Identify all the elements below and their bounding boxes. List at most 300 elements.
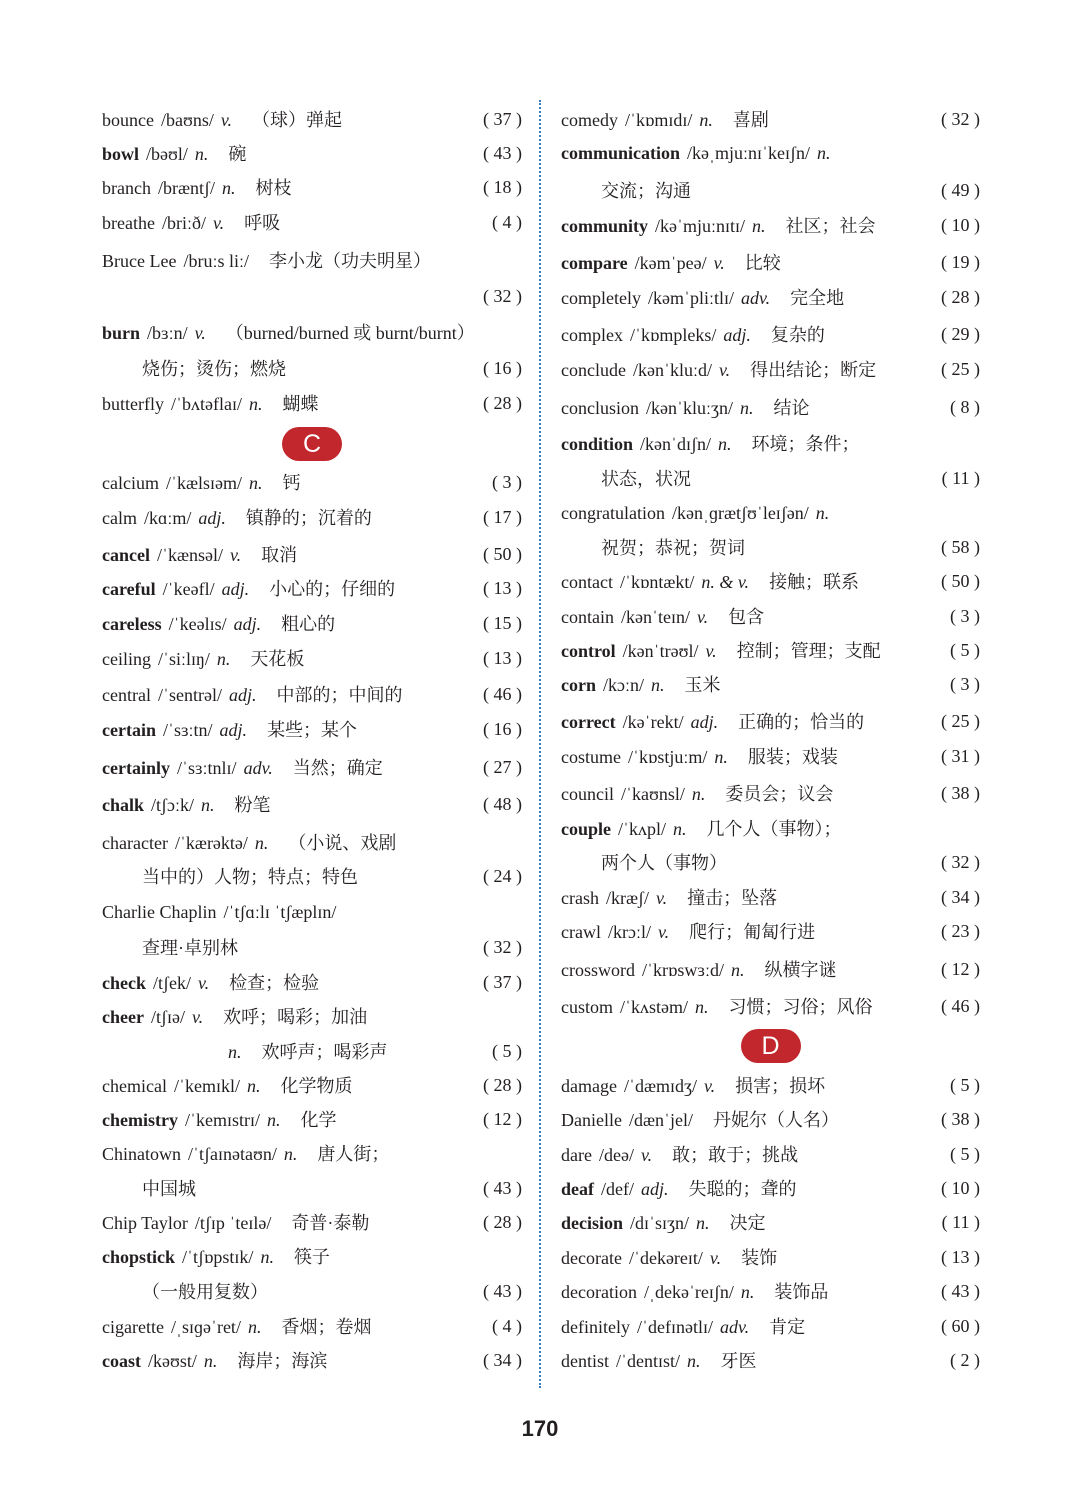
entry-line <box>102 1239 522 1273</box>
entry-phonetic: /kɔːn/ <box>603 675 644 695</box>
entry-phonetic: /ˈdentɪst/ <box>616 1351 680 1371</box>
entry-meaning: 失聪的；聋的 <box>688 1179 797 1199</box>
entry-text <box>102 1003 516 1029</box>
entry-word: burn <box>102 323 141 343</box>
entry-text <box>561 743 935 769</box>
entry-page-ref: ( 32 ) <box>941 108 980 129</box>
entry-part-of-speech: n. <box>260 1247 274 1267</box>
entry-meaning: 粉笔 <box>234 795 271 815</box>
entry-line <box>102 1309 522 1343</box>
entry-part-of-speech: n. <box>248 473 263 493</box>
entry-part-of-speech: n. <box>718 434 732 454</box>
entry-meaning: 中部的；中间的 <box>276 685 403 705</box>
entry-line <box>561 1137 980 1171</box>
entry-text <box>561 815 974 841</box>
entry-line <box>102 170 522 204</box>
entry-line <box>102 641 522 675</box>
entry-text <box>561 884 935 910</box>
entry-meaning: 丹妮尔（人名） <box>712 1110 839 1130</box>
entry-meaning: 撞击；坠落 <box>687 888 778 908</box>
entry-line <box>561 245 980 279</box>
entry-part-of-speech: n. <box>752 216 766 236</box>
entry-page-ref: ( 28 ) <box>483 1074 522 1095</box>
entry-phonetic: /kəmˈpeə/ <box>634 253 707 273</box>
entry-line <box>102 712 522 746</box>
entry-meaning: 得出结论；断定 <box>750 360 877 380</box>
entry-text <box>102 1347 477 1373</box>
entry-line <box>561 102 980 136</box>
entry-line <box>561 1309 980 1343</box>
section-letter-line <box>102 427 522 461</box>
entry-line <box>561 1171 980 1205</box>
entry-part-of-speech: adj. <box>723 325 751 345</box>
entry-phonetic: /bræntʃ/ <box>157 178 215 198</box>
entry-line <box>102 386 522 420</box>
entry-meaning: 包含 <box>728 607 765 627</box>
entry-phonetic: /bɜːn/ <box>147 323 188 343</box>
entry-phonetic: /kənˌɡrætʃʊˈleɪʃən/ <box>671 502 809 523</box>
entry-text <box>102 610 477 636</box>
entry-word: couple <box>561 819 612 839</box>
section-letter-line <box>561 1029 980 1063</box>
entry-line <box>102 750 522 784</box>
entry-continuation-line <box>561 845 980 879</box>
entry-word: bounce <box>102 110 154 130</box>
entry-part-of-speech: adj. <box>198 508 226 528</box>
entry-continuation-line <box>102 1171 522 1205</box>
entry-line <box>561 1205 980 1239</box>
entry-part-of-speech: adj. <box>641 1179 669 1199</box>
entry-line <box>102 1343 522 1377</box>
entry-text <box>561 1209 936 1235</box>
entry-text <box>561 465 936 491</box>
entry-phonetic: /deə/ <box>598 1145 634 1165</box>
entry-phonetic: /kɑːm/ <box>143 508 192 528</box>
entry-part-of-speech: v. <box>229 545 242 565</box>
entry-word: crash <box>561 888 599 908</box>
entry-page-ref: ( 43 ) <box>483 1280 522 1301</box>
entry-page-ref: ( 43 ) <box>483 1177 522 1198</box>
entry-line <box>561 317 980 351</box>
entry-word: Chip Taylor <box>102 1213 188 1233</box>
entry-phonetic: /ˈsɜːtn/ <box>162 720 213 740</box>
entry-word: butterfly <box>102 394 164 414</box>
entry-phonetic: /ˈkænsəl/ <box>156 545 223 565</box>
entry-page-ref: ( 27 ) <box>483 756 522 777</box>
entry-page-ref: ( 38 ) <box>941 782 980 803</box>
entry-text <box>561 249 935 275</box>
entry-line <box>102 999 522 1033</box>
entry-phonetic: /ˈkrɒswɜːd/ <box>642 960 724 980</box>
entry-meaning: 钙 <box>282 473 301 493</box>
entry-part-of-speech: n. <box>247 1317 262 1337</box>
entry-text <box>102 1140 516 1166</box>
entry-phonetic: /briːð/ <box>161 213 206 233</box>
entry-phonetic: /kənˈteɪn/ <box>620 607 690 627</box>
entry-continuation-line <box>102 279 522 313</box>
entry-meaning: 复杂的 <box>770 325 825 345</box>
entry-text <box>561 1175 935 1201</box>
entry-text <box>102 863 477 889</box>
entry-meaning: 肯定 <box>769 1317 806 1337</box>
entry-line <box>561 667 980 701</box>
entry-word: certain <box>102 720 156 740</box>
entry-meaning: 爬行；匍匐行进 <box>689 922 816 942</box>
entry-phonetic: /ˈdæmɪdʒ/ <box>623 1076 697 1096</box>
entry-line <box>561 914 980 948</box>
entry-meaning: 查理·卓别林 <box>142 938 238 958</box>
entry-word: congratulation <box>561 502 665 523</box>
entry-word: contain <box>561 607 614 627</box>
entry-part-of-speech: adj. <box>228 685 257 705</box>
entry-page-ref: ( 11 ) <box>941 467 980 488</box>
entry-meaning: 接触；联系 <box>769 572 860 592</box>
entry-continuation-line <box>561 173 980 207</box>
entry-word: comedy <box>561 110 618 130</box>
entry-line <box>561 1240 980 1274</box>
entry-phonetic: /kəmˈpliːtlɪ/ <box>647 288 734 308</box>
entry-meaning: 李小龙（功夫明星） <box>268 251 431 271</box>
entry-meaning: 决定 <box>729 1213 766 1233</box>
entry-text <box>102 174 477 200</box>
entry-continuation-line <box>102 930 522 964</box>
entry-page-ref: ( 34 ) <box>941 886 980 907</box>
entry-part-of-speech: n. <box>740 1282 755 1302</box>
entry-line <box>102 1068 522 1102</box>
entry-text <box>561 708 935 734</box>
entry-line <box>102 606 522 640</box>
entry-page-ref: ( 4 ) <box>492 211 522 232</box>
entry-meaning: 奇普·泰勒 <box>291 1213 370 1233</box>
entry-meaning: 装饰品 <box>774 1282 829 1302</box>
entry-text <box>102 1175 477 1201</box>
entry-continuation-line <box>561 461 980 495</box>
entry-phonetic: /baʊns/ <box>160 110 214 130</box>
entry-text <box>102 140 477 166</box>
entry-word: completely <box>561 288 641 308</box>
entry-text <box>102 1209 477 1235</box>
entry-word: careful <box>102 579 156 599</box>
entry-word: dare <box>561 1145 592 1165</box>
entry-line <box>102 102 522 136</box>
entry-line <box>561 633 980 667</box>
entry-meaning: 唐人街； <box>317 1144 390 1164</box>
entry-part-of-speech: n. <box>691 784 706 804</box>
entry-text <box>561 356 935 382</box>
entry-text <box>102 1038 486 1064</box>
entry-part-of-speech: n. <box>651 675 665 695</box>
entry-part-of-speech: v. <box>194 323 206 343</box>
entry-meaning: 当然；确定 <box>292 758 383 778</box>
entry-part-of-speech: n. <box>248 394 263 414</box>
entry-page-ref: ( 29 ) <box>941 323 980 344</box>
entry-part-of-speech: n. <box>714 747 728 767</box>
entry-line <box>561 426 980 460</box>
entry-text <box>561 1278 935 1304</box>
entry-page-ref: ( 5 ) <box>950 1143 980 1164</box>
entry-continuation-line <box>102 1274 522 1308</box>
entry-page-ref: ( 48 ) <box>483 793 522 814</box>
entry-meaning: 玉米 <box>684 675 721 695</box>
entry-phonetic: /ˈkɒstjuːm/ <box>628 747 708 767</box>
entry-phonetic: /kəʊst/ <box>148 1351 197 1371</box>
entry-part-of-speech: v. <box>696 607 709 627</box>
entry-meaning: 小心的；仔细的 <box>269 579 396 599</box>
entry-word: cancel <box>102 545 150 565</box>
entry-page-ref: ( 15 ) <box>483 612 522 633</box>
entry-page-ref: ( 16 ) <box>483 357 522 378</box>
entry-word: Charlie Chaplin <box>102 901 217 922</box>
entry-text <box>561 671 944 697</box>
entry-part-of-speech: n. <box>699 110 713 130</box>
entry-text <box>561 143 974 164</box>
entry-part-of-speech: adv. <box>243 758 273 778</box>
entry-word: breathe <box>102 213 155 233</box>
entry-word: calcium <box>102 473 159 493</box>
entry-word: chalk <box>102 795 145 815</box>
entry-word: crawl <box>561 922 601 942</box>
entry-meaning: 状态，状况 <box>601 469 691 489</box>
entry-text <box>561 1244 935 1270</box>
entry-line <box>561 208 980 242</box>
entry-text <box>561 212 935 238</box>
entry-line <box>102 1205 522 1239</box>
entry-page-ref: ( 5 ) <box>950 1074 980 1095</box>
entry-meaning: 欢呼声；喝彩声 <box>261 1042 388 1062</box>
entry-meaning: （球）弹起 <box>252 110 343 130</box>
entry-text <box>102 106 477 132</box>
dictionary-column-right <box>561 0 980 1504</box>
entry-text <box>561 1072 944 1098</box>
entry-text <box>102 681 477 707</box>
entry-page-ref: ( 5 ) <box>492 1040 522 1061</box>
entry-page-ref: ( 5 ) <box>950 639 980 660</box>
entry-phonetic: /kəˈmjuːnɪtɪ/ <box>655 216 745 236</box>
entry-line <box>561 280 980 314</box>
entry-text <box>102 1243 516 1269</box>
entry-line <box>561 496 980 530</box>
entry-phonetic: /kəˌmjuːnɪˈkeɪʃn/ <box>687 142 810 163</box>
entry-page-ref: ( 8 ) <box>950 396 980 417</box>
entry-word: conclusion <box>561 398 639 418</box>
entry-text <box>102 902 516 923</box>
entry-phonetic: /ˈdefɪnətlɪ/ <box>636 1317 713 1337</box>
entry-meaning: 树枝 <box>255 178 292 198</box>
entry-word: bowl <box>102 144 140 164</box>
entry-text <box>561 503 974 524</box>
entry-part-of-speech: n. <box>221 178 236 198</box>
entry-phonetic: /bruːs liː/ <box>183 251 249 271</box>
entry-page-ref: ( 46 ) <box>483 683 522 704</box>
entry-meaning: 装饰 <box>741 1248 778 1268</box>
entry-part-of-speech: n. <box>246 1076 261 1096</box>
entry-part-of-speech: v. <box>212 213 225 233</box>
entry-word: chopstick <box>102 1247 176 1267</box>
entry-meaning: 香烟；卷烟 <box>281 1317 372 1337</box>
entry-part-of-speech: v. <box>220 110 233 130</box>
entry-part-of-speech: v. <box>705 641 717 661</box>
entry-meaning: 某些；某个 <box>267 720 358 740</box>
entry-meaning: （小说、戏剧 <box>288 833 397 853</box>
entry-word: deaf <box>561 1179 594 1199</box>
entry-page-ref: ( 58 ) <box>941 536 980 557</box>
entry-page-ref: ( 3 ) <box>950 673 980 694</box>
entry-meaning: 比较 <box>744 253 781 273</box>
column-divider <box>539 100 541 1388</box>
entry-page-ref: ( 3 ) <box>492 471 522 492</box>
entry-page-ref: ( 34 ) <box>483 1349 522 1370</box>
entry-line <box>561 739 980 773</box>
entry-page-ref: ( 23 ) <box>941 920 980 941</box>
entry-phonetic: /kənˈtrəʊl/ <box>622 641 699 661</box>
entry-phonetic: /ˈkaʊnsl/ <box>620 784 685 804</box>
entry-text <box>102 969 477 995</box>
entry-meaning: 环境；条件； <box>751 434 860 454</box>
entry-text <box>102 504 477 530</box>
entry-line <box>102 136 522 170</box>
entry-phonetic: /tʃɪə/ <box>150 1007 185 1027</box>
entry-text <box>102 716 477 742</box>
entry-word: council <box>561 784 614 804</box>
entry-text <box>102 934 477 960</box>
entry-part-of-speech: n. <box>203 1351 218 1371</box>
entry-part-of-speech: adv. <box>719 1317 750 1337</box>
entry-part-of-speech: v. <box>191 1007 204 1027</box>
entry-page-ref: ( 43 ) <box>941 1280 980 1301</box>
entry-meaning: 当中的）人物；特点；特色 <box>142 867 358 887</box>
entry-line <box>561 564 980 598</box>
entry-meaning: 天花板 <box>250 649 305 669</box>
entry-part-of-speech: n. <box>216 649 231 669</box>
entry-page-ref: ( 12 ) <box>941 958 980 979</box>
dictionary-column-left <box>102 0 522 1504</box>
entry-text <box>561 956 935 982</box>
entry-word: custom <box>561 997 613 1017</box>
entry-part-of-speech: v. <box>657 922 670 942</box>
entry-meaning: 化学 <box>300 1110 337 1130</box>
entry-word: coast <box>102 1351 141 1371</box>
entry-meaning: 习惯；习俗；风俗 <box>728 997 873 1017</box>
entry-page-ref: ( 13 ) <box>941 1246 980 1267</box>
entry-word: communication <box>561 142 680 163</box>
entry-phonetic: /ˈsiːlɪŋ/ <box>157 649 210 669</box>
entry-page-ref: ( 32 ) <box>483 936 522 957</box>
entry-meaning: 控制；管理；支配 <box>736 641 881 661</box>
entry-line <box>102 315 522 349</box>
entry-word: ceiling <box>102 649 151 669</box>
entry-meaning: 镇静的；沉着的 <box>245 508 372 528</box>
entry-text <box>561 534 935 560</box>
entry-word: branch <box>102 178 151 198</box>
entry-line <box>561 390 980 424</box>
entry-part-of-speech: n. <box>696 1213 710 1233</box>
entry-word: crossword <box>561 960 635 980</box>
entry-page-ref: ( 46 ) <box>941 995 980 1016</box>
entry-phonetic: /ˈdekəreɪt/ <box>628 1248 703 1268</box>
entry-text <box>102 1313 486 1339</box>
entry-page-ref: ( 13 ) <box>483 647 522 668</box>
entry-meaning: 结论 <box>773 398 810 418</box>
entry-meaning: （burned/burned 或 burnt/burnt） <box>225 323 475 343</box>
entry-phonetic: /bəʊl/ <box>146 144 188 164</box>
entry-text <box>102 575 477 601</box>
entry-meaning: 交流；沟通 <box>601 181 691 201</box>
entry-line <box>102 825 522 859</box>
entry-word: cheer <box>102 1007 144 1027</box>
entry-part-of-speech: n. & v. <box>701 572 750 592</box>
entry-continuation-line <box>561 530 980 564</box>
entry-word: contact <box>561 572 613 592</box>
entry-part-of-speech: n. <box>695 997 709 1017</box>
entry-phonetic: /tʃɔːk/ <box>151 795 195 815</box>
entry-part-of-speech: v. <box>713 253 725 273</box>
entry-page-ref: ( 43 ) <box>483 142 522 163</box>
entry-page-ref: ( 25 ) <box>941 358 980 379</box>
entry-page-ref: ( 18 ) <box>483 176 522 197</box>
entry-text <box>102 247 516 273</box>
entry-line <box>561 1068 980 1102</box>
entry-word: correct <box>561 712 616 732</box>
entry-phonetic: /ˌsɪɡəˈret/ <box>170 1317 241 1337</box>
entry-word: chemical <box>102 1076 167 1096</box>
entry-word: certainly <box>102 758 170 778</box>
entry-page-ref: ( 49 ) <box>941 179 980 200</box>
entry-line <box>102 1102 522 1136</box>
entry-word: conclude <box>561 360 626 380</box>
entry-part-of-speech: v. <box>718 360 731 380</box>
entry-line <box>102 571 522 605</box>
entry-meaning: 牙医 <box>720 1351 757 1371</box>
entry-part-of-speech: n. <box>201 795 215 815</box>
entry-word: community <box>561 216 648 236</box>
entry-meaning: 化学物质 <box>280 1076 353 1096</box>
entry-part-of-speech: n. <box>194 144 209 164</box>
entry-meaning: 蝴蝶 <box>282 394 319 414</box>
entry-word: check <box>102 973 146 993</box>
entry-page-ref: ( 50 ) <box>941 570 980 591</box>
entry-text <box>561 284 935 310</box>
entry-page-ref: ( 3 ) <box>950 605 980 626</box>
entry-meaning: 喜剧 <box>732 110 769 130</box>
entry-phonetic: /krɔːl/ <box>607 922 651 942</box>
entry-text <box>102 209 486 235</box>
entry-phonetic: /ˈkɒmpleks/ <box>629 325 717 345</box>
entry-line <box>561 811 980 845</box>
entry-phonetic: /ˈtʃɒpstɪk/ <box>182 1247 254 1267</box>
entry-phonetic: /ˈkɒntækt/ <box>619 572 695 592</box>
entry-phonetic: /dænˈjel/ <box>628 1110 693 1130</box>
entry-phonetic: /kræʃ/ <box>605 888 649 908</box>
entry-word: central <box>102 685 151 705</box>
entry-page-ref: ( 50 ) <box>483 543 522 564</box>
entry-part-of-speech: n. <box>266 1110 281 1130</box>
entry-phonetic: /ˈbʌtəflaɪ/ <box>170 394 242 414</box>
entry-phonetic: /ˈkærəktə/ <box>174 833 248 853</box>
entry-line <box>102 243 522 277</box>
entry-line <box>561 599 980 633</box>
entry-part-of-speech: adj. <box>690 712 719 732</box>
entry-part-of-speech: v. <box>655 888 668 908</box>
entry-phonetic: /ˈkɒmɪdɪ/ <box>624 110 693 130</box>
entry-text <box>561 918 935 944</box>
entry-meaning: 完全地 <box>790 288 845 308</box>
entry-meaning: 敢；敢于；挑战 <box>672 1145 799 1165</box>
entry-meaning: 两个人（事物） <box>601 853 727 873</box>
entry-word: Danielle <box>561 1110 622 1130</box>
entry-meaning: 取消 <box>261 545 298 565</box>
entry-line <box>561 1274 980 1308</box>
entry-meaning: 正确的；恰当的 <box>738 712 865 732</box>
